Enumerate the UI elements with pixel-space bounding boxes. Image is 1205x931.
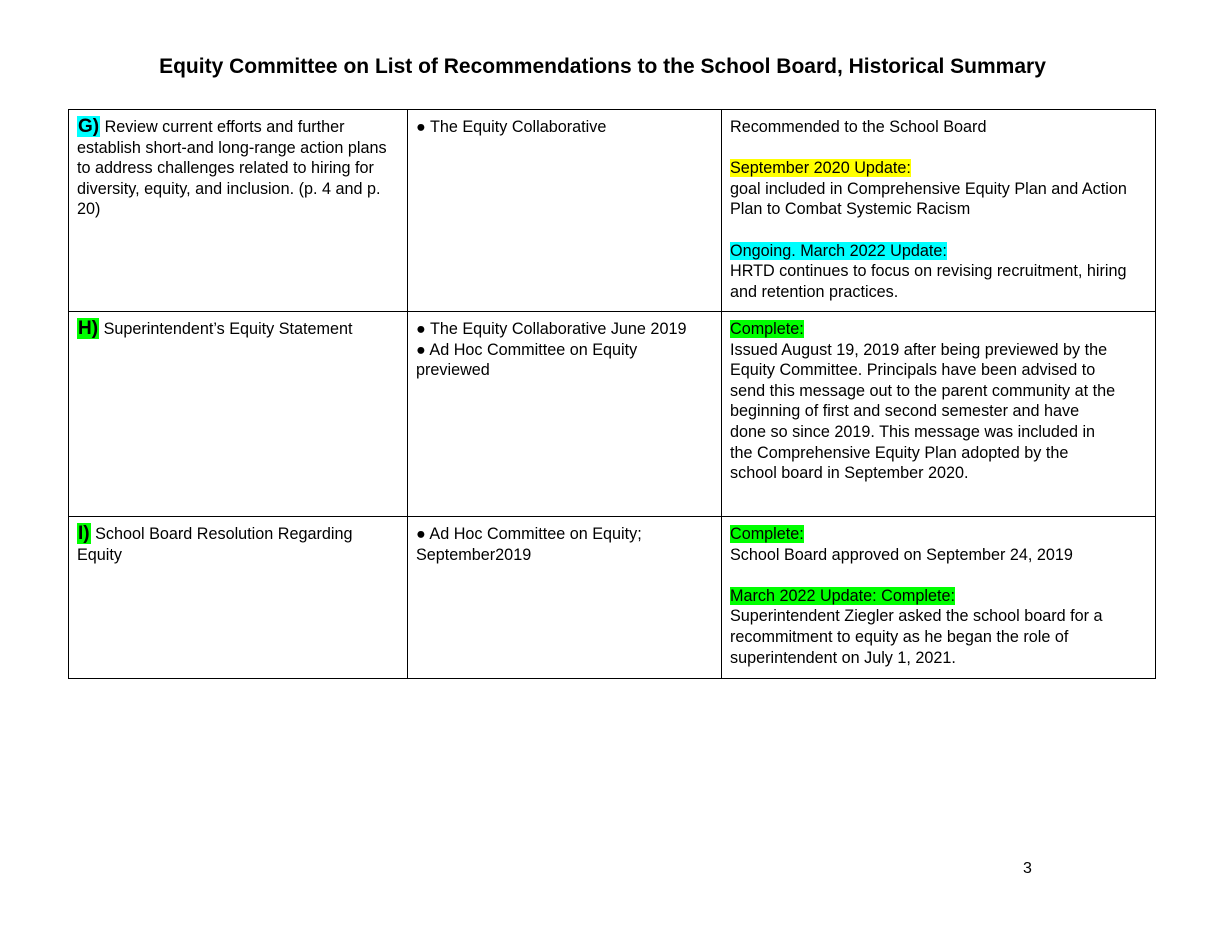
update-text: School Board approved on September 24, 2019 xyxy=(730,545,1073,564)
source-item: ● The Equity Collaborative June 2019 xyxy=(416,320,687,338)
source-item: ● The Equity Collaborative xyxy=(416,118,607,136)
recommendation-text: School Board Resolution Regarding Equity xyxy=(77,525,353,564)
source-item: ● Ad Hoc Committee on Equity previewed xyxy=(416,340,638,380)
recommendation-cell xyxy=(69,517,408,679)
item-code: G) xyxy=(78,116,100,137)
update-label: March 2022 Update: Complete: xyxy=(730,586,955,605)
status-cell xyxy=(722,517,1156,679)
table-row xyxy=(69,110,1156,312)
status-cell xyxy=(722,312,1156,517)
source-cell xyxy=(408,110,722,312)
source-cell xyxy=(408,517,722,679)
source-item: ● Ad Hoc Committee on Equity; September2019 xyxy=(416,525,642,564)
item-code: H) xyxy=(78,318,99,339)
page-number: 3 xyxy=(1023,860,1032,877)
item-code: I) xyxy=(78,523,90,544)
update-label: Complete: xyxy=(730,525,804,543)
update-text: goal included in Comprehensive Equity Plan and Action Plan to Combat Systemic Racism xyxy=(730,179,1127,219)
update-label: Complete: xyxy=(730,320,804,338)
page-title: Equity Committee on List of Recommendations to the School Board, Historical Summary xyxy=(159,55,1046,78)
recommendations-table xyxy=(68,109,1156,679)
status-cell xyxy=(722,110,1156,312)
update-text: HRTD continues to focus on revising recruitment, hiring and retention practices. xyxy=(730,262,1127,301)
table-row xyxy=(69,517,1156,679)
table-row xyxy=(69,312,1156,517)
update-text: Issued August 19, 2019 after being previewed by the Equity Committee. Principals have been advised to send this message out to the parent community at the beginning of first and second semester and have done so since 2019. This message was included in the Comprehensive Equity Plan adopted by the school board in September 2020. xyxy=(730,340,1116,483)
recommendation-text: Review current efforts and further establish short-and long-range action plans to address challenges related to hiring for diversity, equity, and inclusion. (p. 4 and p. 20) xyxy=(77,118,387,219)
recommendation-text: Superintendent’s Equity Statement xyxy=(103,320,353,338)
source-cell xyxy=(408,312,722,517)
recommendation-cell xyxy=(69,312,408,517)
update-label: September 2020 Update: xyxy=(730,159,911,178)
status-intro: Recommended to the School Board xyxy=(730,118,987,136)
recommendation-cell xyxy=(69,110,408,312)
update-label: Ongoing. March 2022 Update: xyxy=(730,241,947,260)
update-text: Superintendent Ziegler asked the school board for a recommitment to equity as he began the role of superintendent on July 1, 2021. xyxy=(730,607,1103,667)
